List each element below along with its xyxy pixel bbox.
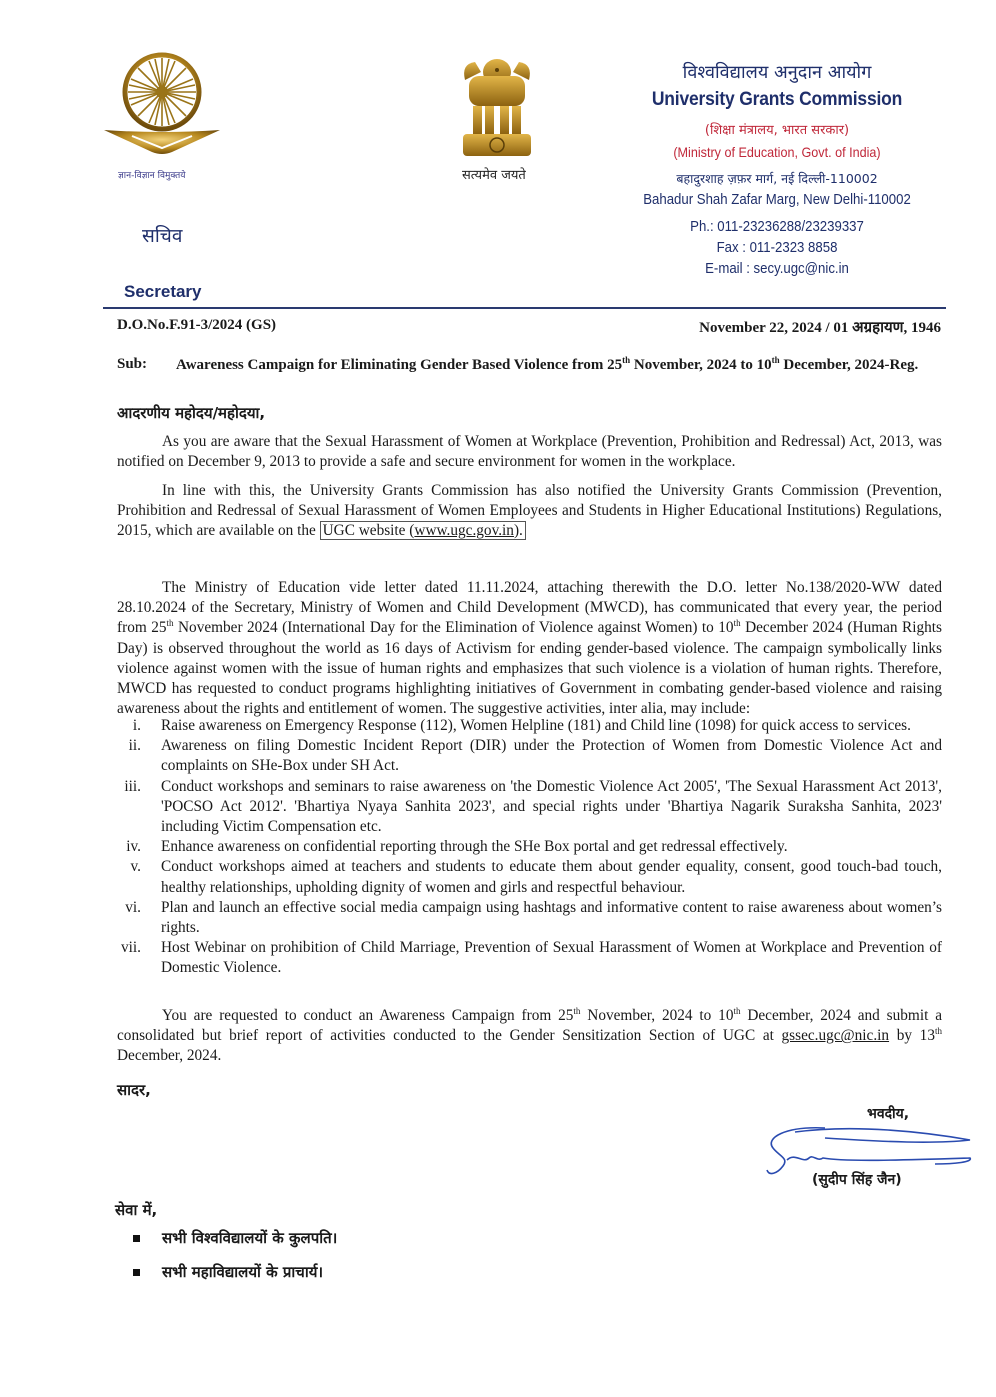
- gssec-email-link[interactable]: gssec.ugc@nic.in: [781, 1027, 890, 1045]
- letter-date: November 22, 2024 / 01 अग्रहायण, 1946: [699, 320, 941, 336]
- reference-number: D.O.No.F.91-3/2024 (GS): [117, 317, 277, 333]
- emblem-motto: सत्यमेव जयते: [462, 168, 526, 183]
- address-hindi: बहादुरशाह ज़फ़र मार्ग, नई दिल्ली-110002: [676, 171, 878, 186]
- subject-line: Awareness Campaign for Eliminating Gender Based Violence from 25th November, 2024 to 10th December, 2024-Reg.: [176, 355, 919, 373]
- email-address: E-mail : secy.ugc@nic.in: [705, 260, 849, 277]
- activities-list: [117, 716, 942, 979]
- ugc-logo-icon: [100, 50, 225, 155]
- to-label: सेवा में,: [115, 1201, 158, 1219]
- ugc-motto: ज्ञान-विज्ञान विमुक्तये: [118, 171, 186, 181]
- closing: सादर,: [117, 1081, 151, 1099]
- list-item: vii. Host Webinar on prohibition of Child Marriage, Prevention of Sexual Harassment of Women at Workplace and Prevention of Domestic Violence.: [121, 939, 942, 977]
- recipient-item: सभी महाविद्यालयों के प्राचार्य।: [133, 1262, 323, 1282]
- bullet-icon: [133, 1235, 140, 1242]
- fax-number: Fax : 011-2323 8858: [716, 239, 838, 256]
- salutation: आदरणीय महोदय/महोदया,: [117, 404, 266, 422]
- list-item: i. Raise awareness on Emergency Response (112), Women Helpline (181) and Child line (1098) for quick access to services.: [132, 717, 911, 734]
- designation-hindi: सचिव: [142, 225, 183, 247]
- ugc-website-reference: UGC website (www.ugc.gov.in).: [320, 521, 526, 540]
- recipient-item: सभी विश्वविद्यालयों के कुलपति।: [133, 1228, 337, 1248]
- paragraph-1: As you are aware that the Sexual Harassment of Women at Workplace (Prevention, Prohibition and Redressal) Act, 2013, was notified on December 9, 2013 to provide a safe and secure environment for women in the workplace.: [117, 433, 942, 471]
- state-emblem-icon: [455, 52, 539, 160]
- letterhead-contact: [612, 60, 942, 279]
- org-name-english: University Grants Commission: [651, 89, 903, 110]
- ministry-english: (Ministry of Education, Govt. of India): [673, 144, 881, 160]
- list-item: v. Conduct workshops aimed at teachers and students to educate them about gender equality, consent, good touch-bad touch, healthy relationships, upholding dignity of women and girls and respectful behaviour.: [130, 858, 942, 896]
- paragraph-3: The Ministry of Education vide letter dated 11.11.2024, attaching therewith the D.O. letter No.138/2020-WW dated 28.10.2024 of the Secretary, Ministry of Women and Child Development (MWCD), has communicated that every year, the period from 25th November 2024 (International Day for the Elimination of Violence against Women) to 10th December 2024 (Human Rights Day) is observed throughout the world as 16 days of Activism for ending gender-based violence. The campaign symbolically links violence against women with the issue of human rights and emphasizes that such violence is a violation of human rights. Therefore, MWCD has requested to conduct programs highlighting initiatives of Government in combating gender-based violence and raising awareness about the rights and entitlement of women. The suggestive activities, inter alia, may include:: [117, 579, 942, 718]
- ugc-website-link[interactable]: www.ugc.gov.in: [414, 522, 514, 540]
- list-item: vi. Plan and launch an effective social media campaign using hashtags and informative content to raise awareness about women’s rights.: [125, 898, 942, 937]
- header-divider: [103, 307, 946, 309]
- yours-faithfully: भवदीय,: [867, 1106, 910, 1122]
- subject-label: Sub:: [117, 356, 148, 372]
- ministry-hindi: (शिक्षा मंत्रालय, भारत सरकार): [704, 123, 850, 138]
- signatory-name: (सुदीप सिंह जैन): [812, 1172, 902, 1188]
- phone-number: Ph.: 011-23236288/23239337: [690, 218, 864, 235]
- list-item: ii. Awareness on filing Domestic Incident Report (DIR) under the Protection of Women from Domestic Violence Act and complaints on SHe-Box under SH Act.: [128, 737, 942, 775]
- designation-english: Secretary: [124, 282, 202, 301]
- list-item: iv. Enhance awareness on confidential reporting through the SHe Box portal and get redressal effectively.: [126, 838, 788, 856]
- address-english: Bahadur Shah Zafar Marg, New Delhi-110002: [643, 191, 911, 208]
- paragraph-4: You are requested to conduct an Awareness Campaign from 25th November, 2024 to 10th December, 2024 and submit a consolidated but brief report of activities conducted to the Gender Sensitization Section of UGC at gssec.ugc@nic.in by 13th December, 2024.: [117, 1005, 942, 1065]
- org-name-hindi: विश्वविद्यालय अनुदान आयोग: [682, 62, 872, 83]
- list-item: iii. Conduct workshops and seminars to raise awareness on 'the Domestic Violence Act 2005', 'The Sexual Harassment Act 2013', 'POCSO Act 2012'. 'Bhartiya Nyaya Sanhita 2023', and special rights under 'Bhartiya Nagarik Suraksha Sanhita, 2023' including Victim Compensation etc.: [124, 777, 942, 836]
- paragraph-2: In line with this, the University Grants Commission has also notified the University Grants Commission (Prevention, Prohibition and Redressal of Sexual Harassment of Women Employees and Students in Higher Educational Institutions) Regulations, 2015, which are available on the UGC website (www.ugc.gov.in).: [117, 482, 942, 540]
- bullet-icon: [133, 1269, 140, 1276]
